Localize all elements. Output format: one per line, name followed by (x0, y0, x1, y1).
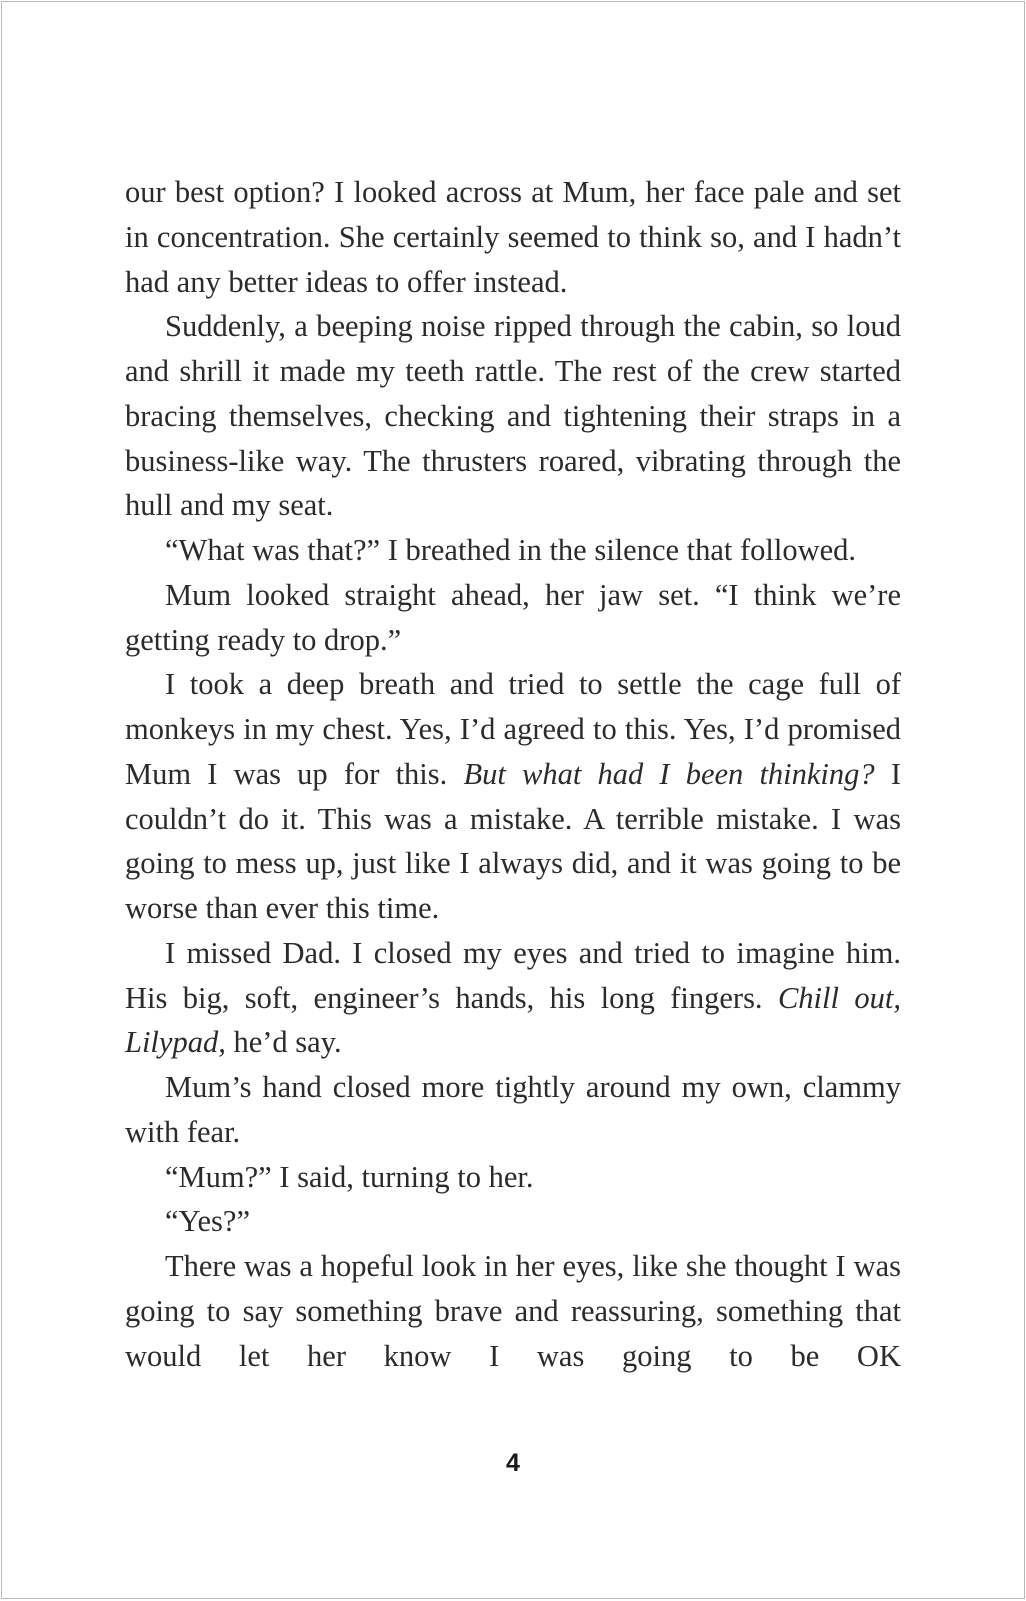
paragraph (125, 1065, 901, 1155)
paragraph (125, 931, 901, 1065)
paragraph (125, 528, 901, 573)
italic-text: Chill out, Lilypad, (125, 980, 901, 1060)
body-text (125, 170, 901, 1378)
text-run: Mum looked straight ahead, her jaw set. “I think we’re getting ready to drop.” (125, 577, 901, 657)
paragraph (125, 1244, 901, 1378)
text-run: I missed Dad. I closed my eyes and tried to imagine him. His big, soft, engineer’s hands, his long fingers. (125, 935, 901, 1015)
text-run: “What was that?” I breathed in the silence that followed. (165, 533, 857, 567)
text-run: Suddenly, a beeping noise ripped through the cabin, so loud and shrill it made my teeth rattle. The rest of the crew started bracing themselves, checking and tightening their straps in a business-like way. The thrusters roared, vibrating through the hull and my seat. (125, 309, 901, 523)
paragraph (125, 170, 901, 304)
paragraph (125, 1155, 901, 1200)
text-run: “Yes?” (165, 1204, 250, 1239)
book-page (1, 1, 1025, 1599)
text-run: our best option? I looked across at Mum, her face pale and set in concentration. She certainly seemed to think so, and I hadn’t had any better ideas to offer instead. (125, 175, 901, 299)
text-run: There was a hopeful look in her eyes, like she thought I was going to say something brave and reassuring, something that would let her know I was going to be OK (125, 1249, 901, 1373)
page-number: 4 (506, 1449, 520, 1477)
paragraph (125, 1199, 901, 1244)
text-run: I took a deep breath and tried to settle the cage full of monkeys in my chest. Yes, I’d agreed to this. Yes, I’d promised Mum I was up for this. (125, 667, 901, 791)
text-run: “Mum?” I said, turning to her. (165, 1159, 534, 1194)
text-run: he’d say. (225, 1025, 342, 1060)
text-run: I couldn’t do it. This was a mistake. A terrible mistake. I was going to mess up, just like I always did, and it was going to be worse than ever this time. (125, 756, 901, 925)
italic-text: But what had I been thinking? (463, 756, 875, 791)
text-run: Mum’s hand closed more tightly around my own, clammy with fear. (125, 1070, 901, 1149)
paragraph (125, 573, 901, 663)
paragraph (125, 304, 901, 528)
paragraph (125, 662, 901, 931)
